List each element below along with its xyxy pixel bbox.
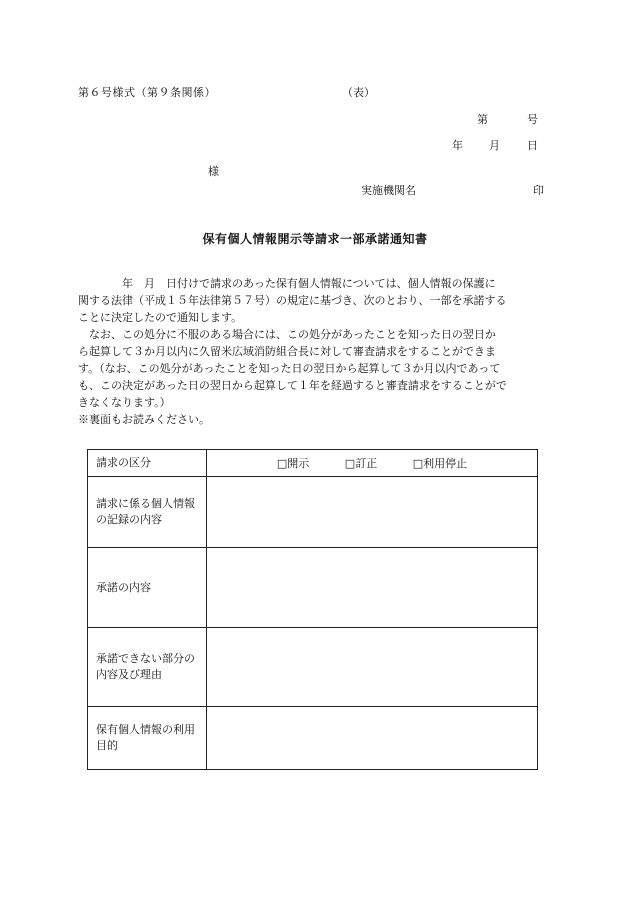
option-correction-checkbox[interactable]: □訂正 — [344, 456, 378, 470]
body-line: 年 月 日付けで請求のあった保有個人情報については、個人情報の保護に — [78, 277, 496, 290]
table-row — [88, 548, 538, 628]
request-type-label: 請求の区分 — [88, 450, 207, 477]
body-line: ※裏面もお読みください。 — [78, 413, 210, 426]
number-label-go: 号 — [527, 113, 538, 126]
body-line: きなくなります。） — [78, 396, 171, 409]
body-line: ことに決定したので通知します。 — [78, 311, 243, 324]
side-label: （表） — [342, 86, 375, 99]
approval-content-label: 承諾の内容 — [88, 548, 207, 628]
rejected-part-field[interactable] — [207, 628, 538, 707]
date-year-label: 年 — [452, 139, 463, 152]
request-info-table — [87, 449, 538, 770]
form-number: 第６号様式（第９条関係） — [78, 86, 216, 99]
usage-purpose-label: 保有個人情報の利用目的 — [88, 707, 207, 770]
document-title: 保有個人情報開示等請求一部承諾通知書 — [202, 232, 428, 246]
option-disclosure-checkbox[interactable]: □開示 — [276, 456, 310, 470]
rejected-part-label: 承諾できない部分の内容及び理由 — [88, 628, 207, 707]
body-line: 関する法律（平成１５年法律第５７号）の規定に基づき、次のとおり、一部を承諾する — [78, 294, 507, 307]
usage-purpose-field[interactable] — [207, 707, 538, 770]
table-row — [88, 450, 538, 477]
table-row — [88, 707, 538, 770]
date-day-label: 日 — [527, 139, 538, 152]
option-suspension-checkbox[interactable]: □利用停止 — [412, 456, 468, 470]
request-type-options — [207, 450, 538, 477]
body-line: なお、この処分に不服のある場合には、この処分があったことを知った日の翌日か — [78, 328, 496, 341]
record-content-field[interactable] — [207, 477, 538, 548]
approval-content-field[interactable] — [207, 548, 538, 628]
seal-label: 印 — [533, 184, 544, 197]
number-label-dai: 第 — [477, 113, 488, 126]
body-line: も、この決定があった日の翌日から起算して１年を経過すると審査請求をすることがで — [78, 379, 507, 392]
body-line: す。（なお、この処分があったことを知った日の翌日から起算して３か月以内であって — [78, 362, 501, 375]
notice-body — [78, 275, 552, 428]
agency-name-label: 実施機関名 — [361, 184, 416, 197]
record-content-label: 請求に係る個人情報の記録の内容 — [88, 477, 207, 548]
addressee-honorific: 様 — [208, 165, 219, 178]
table-row — [88, 628, 538, 707]
body-line: ら起算して３か月以内に久留米広域消防組合長に対して審査請求をすることができま — [78, 345, 496, 358]
date-month-label: 月 — [489, 139, 500, 152]
table-row — [88, 477, 538, 548]
